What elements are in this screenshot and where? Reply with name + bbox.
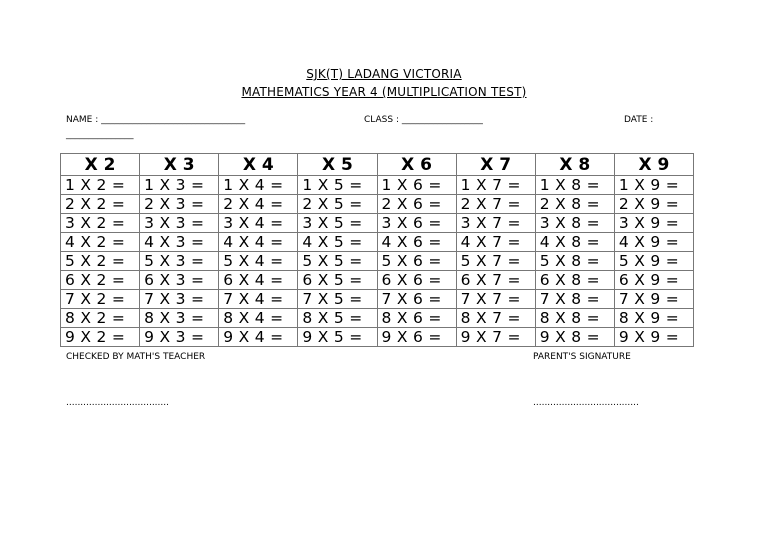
question-cell[interactable]: 9 X 4 =	[219, 328, 298, 347]
question-cell[interactable]: 5 X 3 =	[140, 252, 219, 271]
question-cell[interactable]: 6 X 7 =	[456, 271, 535, 290]
question-cell[interactable]: 5 X 5 =	[298, 252, 377, 271]
parent-signature-label: PARENT'S SIGNATURE	[533, 352, 631, 362]
question-cell[interactable]: 6 X 9 =	[614, 271, 693, 290]
question-cell[interactable]: 8 X 6 =	[377, 309, 456, 328]
question-cell[interactable]: 6 X 4 =	[219, 271, 298, 290]
question-cell[interactable]: 1 X 8 =	[535, 176, 614, 195]
question-cell[interactable]: 7 X 3 =	[140, 290, 219, 309]
column-header: X 8	[535, 154, 614, 176]
name-blank[interactable]: ________________________________	[101, 115, 246, 125]
question-cell[interactable]: 3 X 3 =	[140, 214, 219, 233]
question-cell[interactable]: 5 X 2 =	[61, 252, 140, 271]
question-cell[interactable]: 4 X 5 =	[298, 233, 377, 252]
question-cell[interactable]: 3 X 7 =	[456, 214, 535, 233]
question-cell[interactable]: 5 X 7 =	[456, 252, 535, 271]
class-field	[364, 115, 483, 125]
column-header: X 9	[614, 154, 693, 176]
table-row	[61, 195, 694, 214]
question-cell[interactable]: 7 X 8 =	[535, 290, 614, 309]
question-cell[interactable]: 2 X 5 =	[298, 195, 377, 214]
question-cell[interactable]: 2 X 8 =	[535, 195, 614, 214]
question-cell[interactable]: 9 X 6 =	[377, 328, 456, 347]
question-cell[interactable]: 7 X 5 =	[298, 290, 377, 309]
question-cell[interactable]: 2 X 6 =	[377, 195, 456, 214]
class-label: CLASS :	[364, 115, 399, 125]
question-cell[interactable]: 5 X 9 =	[614, 252, 693, 271]
question-cell[interactable]: 5 X 4 =	[219, 252, 298, 271]
question-cell[interactable]: 1 X 2 =	[61, 176, 140, 195]
table-row	[61, 176, 694, 195]
question-cell[interactable]: 6 X 8 =	[535, 271, 614, 290]
question-cell[interactable]: 9 X 9 =	[614, 328, 693, 347]
question-cell[interactable]: 7 X 4 =	[219, 290, 298, 309]
question-cell[interactable]: 2 X 9 =	[614, 195, 693, 214]
table-row	[61, 328, 694, 347]
question-cell[interactable]: 1 X 3 =	[140, 176, 219, 195]
class-blank[interactable]: __________________	[401, 115, 483, 125]
question-cell[interactable]: 2 X 3 =	[140, 195, 219, 214]
question-cell[interactable]: 6 X 3 =	[140, 271, 219, 290]
question-cell[interactable]: 7 X 9 =	[614, 290, 693, 309]
question-cell[interactable]: 8 X 7 =	[456, 309, 535, 328]
table-row	[61, 290, 694, 309]
question-cell[interactable]: 4 X 7 =	[456, 233, 535, 252]
question-cell[interactable]: 7 X 2 =	[61, 290, 140, 309]
test-title: MATHEMATICS YEAR 4 (MULTIPLICATION TEST)	[241, 85, 527, 99]
question-cell[interactable]: 1 X 5 =	[298, 176, 377, 195]
table-row	[61, 214, 694, 233]
question-cell[interactable]: 3 X 2 =	[61, 214, 140, 233]
question-cell[interactable]: 1 X 6 =	[377, 176, 456, 195]
column-header: X 3	[140, 154, 219, 176]
date-label: DATE :	[624, 115, 654, 125]
question-cell[interactable]: 9 X 7 =	[456, 328, 535, 347]
column-header: X 7	[456, 154, 535, 176]
question-cell[interactable]: 8 X 5 =	[298, 309, 377, 328]
table-header-row	[61, 154, 694, 176]
parent-signature-line[interactable]: .....................................	[533, 398, 639, 408]
column-header: X 5	[298, 154, 377, 176]
table-body	[61, 176, 694, 347]
question-cell[interactable]: 6 X 5 =	[298, 271, 377, 290]
question-cell[interactable]: 5 X 8 =	[535, 252, 614, 271]
question-cell[interactable]: 8 X 9 =	[614, 309, 693, 328]
question-cell[interactable]: 8 X 4 =	[219, 309, 298, 328]
question-cell[interactable]: 9 X 5 =	[298, 328, 377, 347]
table-row	[61, 271, 694, 290]
question-cell[interactable]: 6 X 6 =	[377, 271, 456, 290]
question-cell[interactable]: 6 X 2 =	[61, 271, 140, 290]
question-cell[interactable]: 9 X 2 =	[61, 328, 140, 347]
table-row	[61, 233, 694, 252]
question-cell[interactable]: 3 X 9 =	[614, 214, 693, 233]
table-row	[61, 309, 694, 328]
name-field	[66, 115, 245, 125]
column-header: X 6	[377, 154, 456, 176]
column-header: X 4	[219, 154, 298, 176]
question-cell[interactable]: 8 X 3 =	[140, 309, 219, 328]
teacher-signature-line[interactable]: ....................................	[66, 398, 169, 408]
date-blank[interactable]: _______________	[66, 130, 134, 140]
question-cell[interactable]: 2 X 4 =	[219, 195, 298, 214]
question-cell[interactable]: 5 X 6 =	[377, 252, 456, 271]
column-header: X 2	[61, 154, 140, 176]
question-cell[interactable]: 8 X 2 =	[61, 309, 140, 328]
multiplication-table	[60, 153, 694, 347]
question-cell[interactable]: 3 X 8 =	[535, 214, 614, 233]
question-cell[interactable]: 3 X 5 =	[298, 214, 377, 233]
question-cell[interactable]: 7 X 6 =	[377, 290, 456, 309]
question-cell[interactable]: 9 X 3 =	[140, 328, 219, 347]
name-label: NAME :	[66, 115, 99, 125]
question-cell[interactable]: 3 X 4 =	[219, 214, 298, 233]
question-cell[interactable]: 8 X 8 =	[535, 309, 614, 328]
question-cell[interactable]: 4 X 3 =	[140, 233, 219, 252]
question-cell[interactable]: 2 X 2 =	[61, 195, 140, 214]
question-cell[interactable]: 1 X 7 =	[456, 176, 535, 195]
question-cell[interactable]: 1 X 4 =	[219, 176, 298, 195]
question-cell[interactable]: 7 X 7 =	[456, 290, 535, 309]
question-cell[interactable]: 4 X 8 =	[535, 233, 614, 252]
question-cell[interactable]: 1 X 9 =	[614, 176, 693, 195]
question-cell[interactable]: 2 X 7 =	[456, 195, 535, 214]
table-row	[61, 252, 694, 271]
question-cell[interactable]: 3 X 6 =	[377, 214, 456, 233]
question-cell[interactable]: 9 X 8 =	[535, 328, 614, 347]
question-cell[interactable]: 4 X 9 =	[614, 233, 693, 252]
question-cell[interactable]: 4 X 4 =	[219, 233, 298, 252]
question-cell[interactable]: 4 X 6 =	[377, 233, 456, 252]
question-cell[interactable]: 4 X 2 =	[61, 233, 140, 252]
teacher-check-label: CHECKED BY MATH'S TEACHER	[66, 352, 206, 362]
school-title: SJK(T) LADANG VICTORIA	[306, 67, 462, 81]
